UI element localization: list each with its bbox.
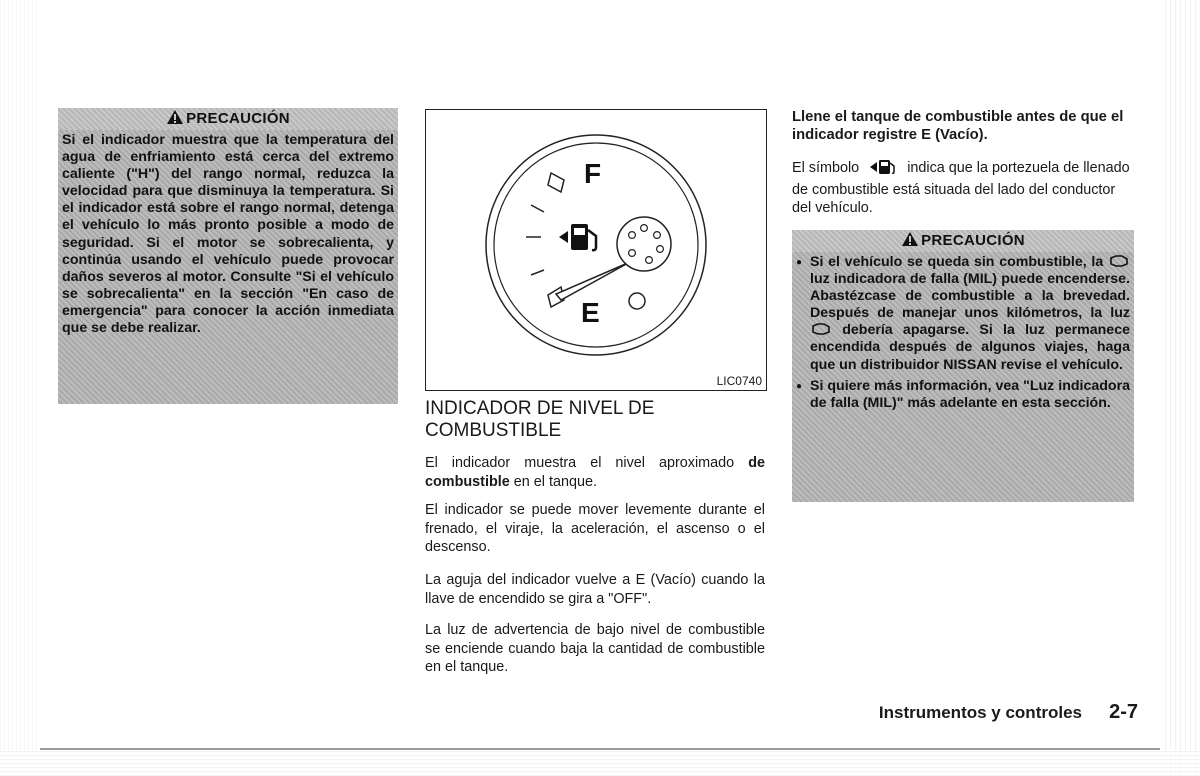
left-caution-text: Si el indicador muestra que la temperatura del agua de enfriamiento está cerca del extremo caliente ("H") del rango normal, reduzca la velocidad para que disminuya la temperatura. Si el indicador está sobre el rango normal, detenga el vehículo lo más pronto posible a modo de seguridad. Si el motor se sobrecalienta, y continúa usando el vehículo puede provocar daños severos al motor. Consulte "Si el vehículo se sobrecalienta" en la sección "En caso de emergencia" para conocer la acción inmediata que se debe realizar. — [62, 132, 394, 337]
right-caution-heading-text: PRECAUCIÓN — [921, 232, 1025, 249]
scan-edge-bottom — [0, 750, 1200, 776]
paragraph-1-bold: de combustible — [425, 455, 765, 490]
paragraph-4: La luz de advertencia de bajo nivel de combustible se enciende cuando baja la cantidad de combustible en el tanque. — [425, 622, 765, 676]
paragraph-3: La aguja del indicador vuelve a E (Vacío) cuando la llave de encendido se gira a "OFF". — [425, 572, 765, 607]
right-caution-heading — [792, 230, 1134, 252]
gauge-full-label: F — [584, 158, 602, 189]
full-marker-icon — [548, 173, 564, 192]
left-caution-heading — [58, 108, 398, 130]
right-caution-box — [792, 230, 1134, 502]
scan-edge-right — [1165, 0, 1200, 776]
bullet-1-part-3: debería apagarse. Si la luz permanece encendida después de algunos viajes, haga que un distribuidor NISSAN revise el vehículo. — [810, 322, 1130, 373]
bullet-1-part-2: luz indicadora de falla (MIL) puede encenderse. Abastézcase de combustible a la brevedad. Después de manejar unos kilómetros, la luz — [810, 271, 1130, 322]
page-number: 2-7 — [1109, 701, 1138, 723]
paragraph-1-text: El indicador muestra el nivel aproximado — [425, 455, 735, 471]
footer-section-label: Instrumentos y controles — [878, 703, 1082, 722]
section-title: INDICADOR DE NIVEL DE COMBUSTIBLE — [425, 398, 655, 441]
gauge-tick — [531, 270, 544, 275]
right-heading: Llene el tanque de combustible antes de que el indicador registre E (Vacío). — [792, 109, 1124, 144]
figure-code: LIC0740 — [716, 374, 762, 388]
fuel-gauge-illustration — [426, 110, 766, 370]
fuel-gauge-figure — [425, 109, 767, 391]
low-fuel-lamp-icon — [629, 293, 645, 309]
left-caution-heading-text: PRECAUCIÓN — [186, 110, 290, 127]
right-caution-text — [792, 252, 1134, 416]
gauge-empty-label: E — [581, 297, 600, 328]
warning-triangle-icon — [166, 109, 184, 125]
right-paragraph-end: indica que la portezuela de llenado de combustible está situada del lado del conductor del vehículo. — [792, 160, 1130, 217]
scan-edge-left — [0, 0, 40, 776]
engine-check-icon — [1108, 254, 1130, 268]
paragraph-1-end: en el tanque. — [513, 473, 597, 490]
paragraph-2: El indicador se puede mover levemente durante el frenado, el viraje, la aceleración, el ascenso o el descenso. — [425, 502, 765, 556]
caution-bullet-1 — [810, 254, 1130, 374]
paragraph-1 — [425, 454, 765, 491]
caution-bullet-2: ● Si quiere más información, vea "Luz indicadora de falla (MIL)" más adelante en esta sección. — [810, 378, 1130, 412]
page-bottom-rule — [40, 748, 1160, 750]
gauge-tick — [531, 205, 544, 212]
right-paragraph-start: El símbolo — [792, 160, 860, 176]
fuel-door-side-icon — [863, 159, 903, 181]
right-paragraph — [792, 159, 1137, 218]
fuel-pump-icon — [559, 224, 596, 250]
bullet-1-part-1: Si el vehículo se queda sin combustible, la — [810, 254, 1104, 270]
gauge-needle — [556, 262, 630, 300]
warning-triangle-icon — [901, 231, 919, 247]
engine-check-icon — [810, 322, 832, 336]
left-caution-box — [58, 108, 398, 404]
